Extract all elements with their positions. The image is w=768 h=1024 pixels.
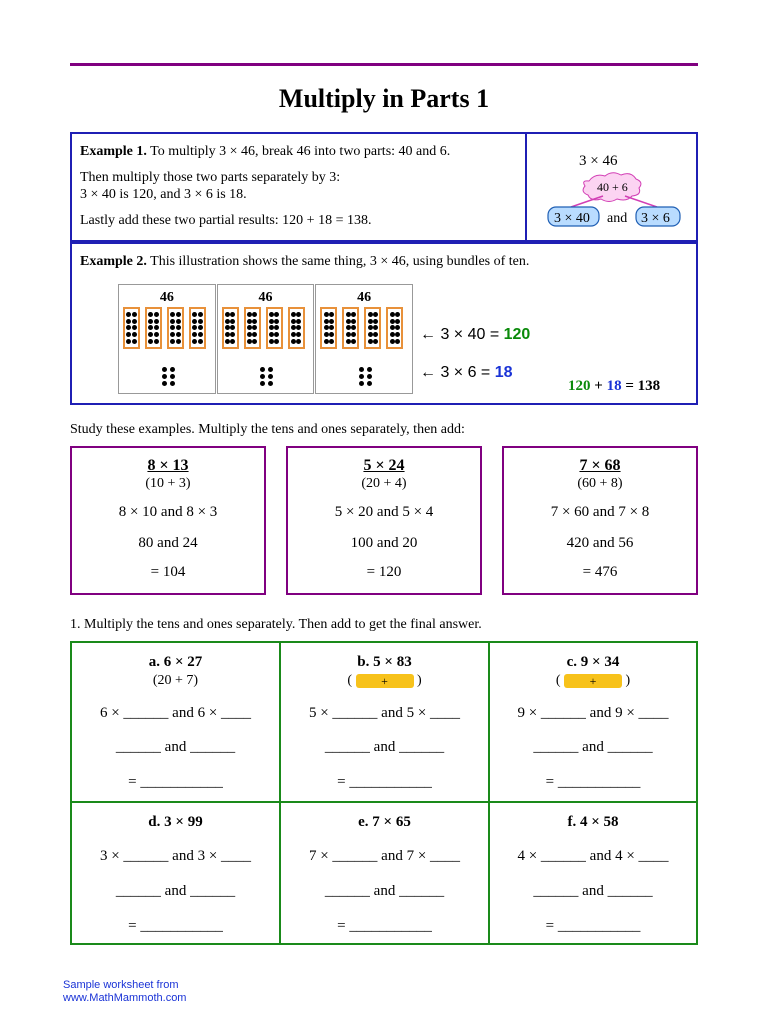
problem-b: b. 5 × 83 ( + ) 5 × ______ and 5 × ____ ______ and ______ = ___________ xyxy=(281,643,490,803)
dot xyxy=(170,319,175,324)
ones-dots xyxy=(161,367,175,386)
dot xyxy=(170,332,175,337)
diagram-cloud-text: 40 + 6 xyxy=(597,180,628,194)
problem-d: d. 3 × 99 3 × ______ and 3 × ____ ______ and ______ = ___________ xyxy=(72,803,281,943)
diagram-left-text: 3 × 40 xyxy=(554,211,590,226)
problem-c-answer[interactable]: = ___________ xyxy=(545,774,641,790)
problem-e-line-2[interactable]: ______ and ______ xyxy=(324,883,445,899)
dot xyxy=(148,339,153,344)
dot xyxy=(162,367,167,372)
study-example-3: 7 × 68 (60 + 8) 7 × 60 and 7 × 8 420 and 56 = 476 xyxy=(502,446,698,595)
dot xyxy=(252,319,257,324)
dot xyxy=(198,319,203,324)
top-rule xyxy=(70,63,698,66)
dot xyxy=(170,367,175,372)
dot xyxy=(132,339,137,344)
dot xyxy=(170,325,175,330)
ten-stick xyxy=(288,307,305,349)
dot xyxy=(252,312,257,317)
bundle-panel-label: 46 xyxy=(258,290,273,305)
example-2-box xyxy=(70,242,698,405)
dot xyxy=(154,332,159,337)
ten-stick xyxy=(222,307,239,349)
problem-f-answer[interactable]: = ___________ xyxy=(545,918,641,934)
dot xyxy=(368,325,373,330)
problem-d-line-2[interactable]: ______ and ______ xyxy=(115,883,236,899)
dot xyxy=(198,332,203,337)
dot xyxy=(132,319,137,324)
dot xyxy=(230,339,235,344)
ten-sticks xyxy=(320,307,408,349)
dot xyxy=(154,325,159,330)
problem-e-answer[interactable]: = ___________ xyxy=(337,918,432,934)
problem-b-answer[interactable]: = ___________ xyxy=(337,774,432,790)
dot xyxy=(346,319,351,324)
dot xyxy=(132,325,137,330)
dot xyxy=(176,312,181,317)
problem-a: a. 6 × 27 (20 + 7) 6 × ______ and 6 × ____ ______ and ______ = ___________ xyxy=(72,643,281,803)
dot xyxy=(170,312,175,317)
ones-dots xyxy=(260,367,274,386)
problem-f-line-2[interactable]: ______ and ______ xyxy=(533,883,653,899)
dot xyxy=(148,332,153,337)
dot xyxy=(274,332,279,337)
dot xyxy=(351,312,356,317)
dot xyxy=(274,319,279,324)
dot xyxy=(351,325,356,330)
dot xyxy=(359,367,364,372)
dot xyxy=(230,332,235,337)
dot xyxy=(192,319,197,324)
diagram-expression: 3 × 46 xyxy=(579,153,618,169)
dot xyxy=(148,312,153,317)
dot xyxy=(269,325,274,330)
dot xyxy=(368,319,373,324)
dot xyxy=(252,332,257,337)
ten-stick xyxy=(320,307,337,349)
dot xyxy=(230,319,235,324)
dot xyxy=(154,319,159,324)
ten-stick xyxy=(342,307,359,349)
dot xyxy=(367,367,372,372)
dot xyxy=(329,319,334,324)
equation-ones: ← 3 × 6 = 18 xyxy=(420,364,513,381)
dot xyxy=(296,332,301,337)
dot xyxy=(346,325,351,330)
arrow-right xyxy=(625,196,657,207)
dot xyxy=(373,319,378,324)
bundle-panel-label: 46 xyxy=(357,290,372,305)
dot xyxy=(154,312,159,317)
dot xyxy=(346,332,351,337)
footer-link[interactable]: www.MathMammoth.com xyxy=(63,992,187,1004)
problem-b-split[interactable]: ( + ) xyxy=(347,673,422,688)
dot xyxy=(126,339,131,344)
dot xyxy=(198,325,203,330)
dot xyxy=(225,319,230,324)
dot xyxy=(269,339,274,344)
dot xyxy=(170,374,175,379)
dot xyxy=(225,339,230,344)
dot xyxy=(260,381,265,386)
study-instruction: Study these examples. Multiply the tens and ones separately, then add: xyxy=(70,422,465,437)
dot xyxy=(296,312,301,317)
dot xyxy=(324,325,329,330)
dot xyxy=(329,312,334,317)
dot xyxy=(368,332,373,337)
dot xyxy=(296,325,301,330)
dot xyxy=(390,339,395,344)
bundle-panel xyxy=(118,284,216,394)
dot xyxy=(373,312,378,317)
dot xyxy=(126,332,131,337)
dot xyxy=(162,381,167,386)
dot xyxy=(395,319,400,324)
dot xyxy=(291,325,296,330)
dot xyxy=(367,381,372,386)
dot xyxy=(359,374,364,379)
bundle-panel xyxy=(315,284,413,394)
ten-stick xyxy=(364,307,381,349)
arrow-left xyxy=(571,196,603,207)
dot xyxy=(198,339,203,344)
example-1-line-4: Lastly add these two partial results: 120 + 18 = 138. xyxy=(80,213,372,228)
dot xyxy=(329,325,334,330)
problem-b-line-2[interactable]: ______ and ______ xyxy=(324,739,445,755)
ten-stick xyxy=(167,307,184,349)
dot xyxy=(176,332,181,337)
dot xyxy=(324,319,329,324)
diagram-right-text: 3 × 6 xyxy=(641,211,670,226)
example-1-line-2: Then multiply those two parts separately by 3: 3 × 40 is 120, and 3 × 6 is 18. xyxy=(80,170,341,202)
dot xyxy=(252,339,257,344)
dot xyxy=(324,339,329,344)
dot xyxy=(395,312,400,317)
problem-c: c. 9 × 34 ( + ) 9 × ______ and 9 × ____ ______ and ______ = ___________ xyxy=(490,643,696,803)
split-diagram xyxy=(527,134,700,244)
dot xyxy=(390,312,395,317)
dot xyxy=(269,312,274,317)
dot xyxy=(230,325,235,330)
dot xyxy=(230,312,235,317)
footer-credit[interactable]: Sample worksheet from www.MathMammoth.com xyxy=(63,979,187,1004)
dot xyxy=(269,332,274,337)
dot xyxy=(274,339,279,344)
bundle-panel xyxy=(217,284,315,394)
dot xyxy=(170,381,175,386)
problem-d-line-1[interactable]: 3 × ______ and 3 × ____ xyxy=(99,848,252,864)
dot xyxy=(192,312,197,317)
study-example-1: 8 × 13 (10 + 3) 8 × 10 and 8 × 3 80 and 24 = 104 xyxy=(70,446,266,595)
dot xyxy=(148,325,153,330)
ten-stick xyxy=(266,307,283,349)
dot xyxy=(351,339,356,344)
problem-d-answer[interactable]: = ___________ xyxy=(128,918,223,934)
dot xyxy=(324,332,329,337)
problem-b-line-1[interactable]: 5 × ______ and 5 × ____ xyxy=(308,705,461,721)
bundles-illustration xyxy=(118,284,414,394)
dot xyxy=(225,325,230,330)
dot xyxy=(390,319,395,324)
ten-sticks xyxy=(123,307,211,349)
dot xyxy=(373,325,378,330)
ten-stick xyxy=(123,307,140,349)
dot xyxy=(329,332,334,337)
dot xyxy=(395,332,400,337)
ten-stick xyxy=(145,307,162,349)
dot xyxy=(154,339,159,344)
dot xyxy=(359,381,364,386)
dot xyxy=(192,325,197,330)
dot xyxy=(291,339,296,344)
ten-stick xyxy=(386,307,403,349)
dot xyxy=(268,374,273,379)
example-1-diagram xyxy=(525,132,698,242)
dot xyxy=(148,319,153,324)
example-2-text: Example 2. This illustration shows the same thing, 3 × 46, using bundles of ten. xyxy=(80,254,530,269)
ones-dots xyxy=(358,367,372,386)
diagram-and-text: and xyxy=(607,211,628,226)
dot xyxy=(198,312,203,317)
dot xyxy=(247,332,252,337)
dot xyxy=(329,339,334,344)
dot xyxy=(390,325,395,330)
dot xyxy=(162,374,167,379)
dot xyxy=(132,332,137,337)
dot xyxy=(176,319,181,324)
dot xyxy=(170,339,175,344)
dot xyxy=(291,332,296,337)
problem-a-line-2[interactable]: ______ and ______ xyxy=(115,739,236,755)
dot xyxy=(373,332,378,337)
problem-a-line-1[interactable]: 6 × ______ and 6 × ____ xyxy=(99,705,252,721)
dot xyxy=(346,312,351,317)
dot xyxy=(192,339,197,344)
dot xyxy=(274,312,279,317)
problem-a-answer[interactable]: = ___________ xyxy=(128,774,223,790)
dot xyxy=(247,339,252,344)
problem-e-line-1[interactable]: 7 × ______ and 7 × ____ xyxy=(308,848,461,864)
problem-f: f. 4 × 58 4 × ______ and 4 × ____ ______ and ______ = ___________ xyxy=(490,803,696,943)
dot xyxy=(296,339,301,344)
problem-c-split[interactable]: ( + ) xyxy=(555,673,631,688)
dot xyxy=(351,319,356,324)
dot xyxy=(346,339,351,344)
dot xyxy=(132,312,137,317)
dot xyxy=(126,312,131,317)
problem-c-line-2[interactable]: ______ and ______ xyxy=(533,739,653,755)
dot xyxy=(395,339,400,344)
dot xyxy=(373,339,378,344)
dot xyxy=(126,319,131,324)
page-title: Multiply in Parts 1 xyxy=(278,84,490,113)
dot xyxy=(324,312,329,317)
dot xyxy=(367,374,372,379)
problem-grid xyxy=(70,641,698,945)
dot xyxy=(192,332,197,337)
dot xyxy=(395,325,400,330)
equation-tens: ← 3 × 40 = 120 xyxy=(420,326,531,343)
problem-e: e. 7 × 65 7 × ______ and 7 × ____ ______ and ______ = ___________ xyxy=(281,803,490,943)
dot xyxy=(296,319,301,324)
dot xyxy=(260,367,265,372)
dot xyxy=(247,312,252,317)
equation-total: 120 + 18 = 138 xyxy=(568,378,661,394)
bundle-panel-label: 46 xyxy=(159,290,174,305)
question-1-instruction: 1. Multiply the tens and ones separately. Then add to get the final answer. xyxy=(70,617,482,632)
dot xyxy=(368,339,373,344)
study-example-2: 5 × 24 (20 + 4) 5 × 20 and 5 × 4 100 and 20 = 120 xyxy=(286,446,482,595)
dot xyxy=(268,381,273,386)
dot xyxy=(225,312,230,317)
dot xyxy=(291,312,296,317)
dot xyxy=(176,339,181,344)
dot xyxy=(247,325,252,330)
dot xyxy=(176,325,181,330)
ten-stick xyxy=(189,307,206,349)
dot xyxy=(390,332,395,337)
dot xyxy=(268,367,273,372)
problem-f-line-1[interactable]: 4 × ______ and 4 × ____ xyxy=(517,848,669,864)
problem-c-line-1[interactable]: 9 × ______ and 9 × ____ xyxy=(517,705,669,721)
dot xyxy=(225,332,230,337)
dot xyxy=(274,325,279,330)
dot xyxy=(351,332,356,337)
ten-sticks xyxy=(222,307,310,349)
dot xyxy=(269,319,274,324)
example-1-box xyxy=(70,132,527,242)
example-1-line-1: Example 1. To multiply 3 × 46, break 46 into two parts: 40 and 6. xyxy=(80,144,451,159)
dot xyxy=(260,374,265,379)
dot xyxy=(368,312,373,317)
dot xyxy=(291,319,296,324)
ten-stick xyxy=(244,307,261,349)
dot xyxy=(126,325,131,330)
dot xyxy=(247,319,252,324)
dot xyxy=(252,325,257,330)
